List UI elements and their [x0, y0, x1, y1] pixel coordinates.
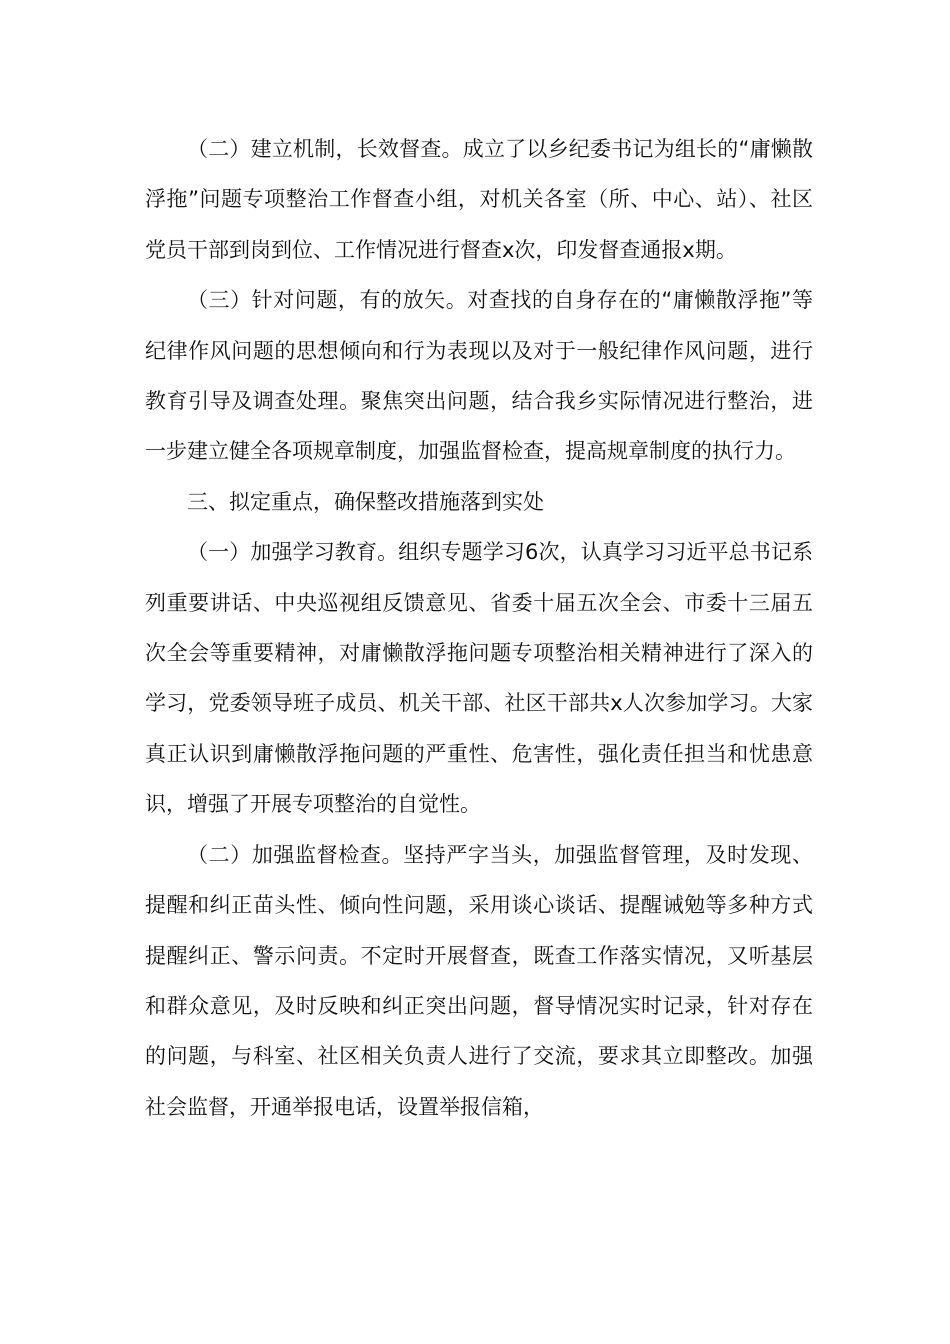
section-heading-three: 三、拟定重点，确保整改措施落到实处: [187, 489, 544, 514]
paragraph-supervision-mechanism: （二）建立机制，长效督查。成立了以乡纪委书记为组长的“庸懒散浮拖”问题专项整治工作督查小组，对机关各室（所、中心、站）、社区党员干部到岗到位、工作情况进行督查x次，印发督查通报x期。: [145, 137, 813, 262]
document-body: [145, 124, 813, 1132]
paragraph-supervision-inspection: （二）加强监督检查。坚持严字当头，加强监督管理，及时发现、提醒和纠正苗头性、倾向性问题，采用谈心谈话、提醒诫勉等多种方式提醒纠正、警示问责。不定时开展督查，既查工作落实情况，又听基层和群众意见，及时反映和纠正突出问题，督导情况实时记录，针对存在的问题，与科室、社区相关负责人进行了交流，要求其立即整改。加强社会监督，开通举报电话，设置举报信箱，: [145, 842, 813, 1119]
paragraph-study-education: （一）加强学习教育。组织专题学习6次，认真学习习近平总书记系列重要讲话、中央巡视组反馈意见、省委十届五次全会、市委十三届五次全会等重要精神，对庸懒散浮拖问题专项整治相关精神进行了深入的学习，党委领导班子成员、机关干部、社区干部共x人次参加学习。大家真正认识到庸懒散浮拖问题的严重性、危害性，强化责任担当和忧患意识，增强了开展专项整治的自觉性。: [145, 540, 813, 817]
paragraph-targeted-problems: （三）针对问题，有的放矢。对查找的自身存在的“庸懒散浮拖”等纪律作风问题的思想倾向和行为表现以及对于一般纪律作风问题，进行教育引导及调查处理。聚焦突出问题，结合我乡实际情况进行整治，进一步建立健全各项规章制度，加强监督检查，提高规章制度的执行力。: [145, 288, 813, 464]
